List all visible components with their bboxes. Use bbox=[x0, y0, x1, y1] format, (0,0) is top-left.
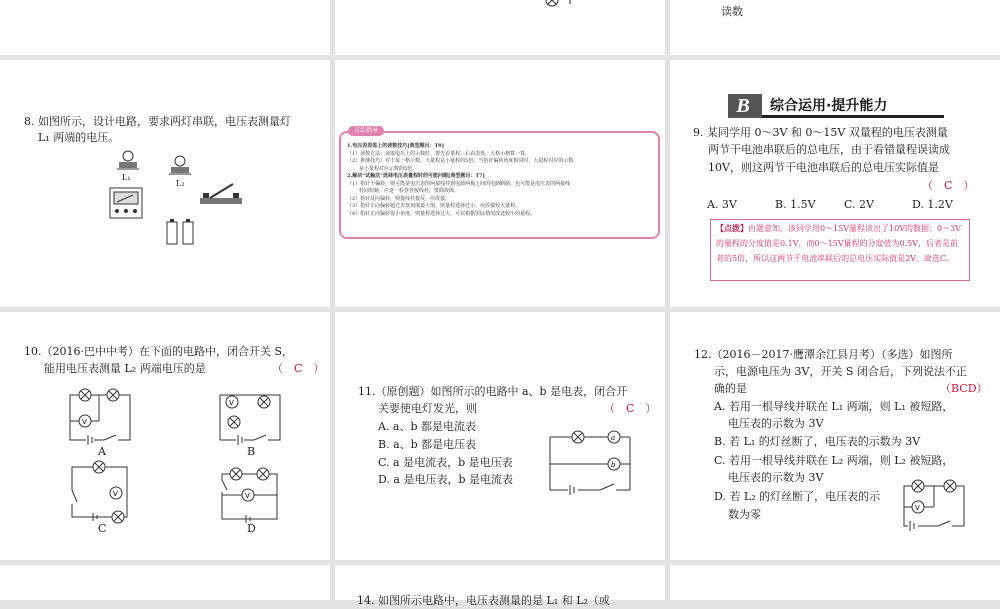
method-line: （2）指针反向偏转，则接线柱接反，应改接。 bbox=[347, 195, 451, 202]
question-9-option-b: B. 1.5V bbox=[775, 198, 816, 211]
question-11-answer: （ C ） bbox=[604, 402, 657, 415]
question-9-answer: （ C ） bbox=[922, 179, 975, 192]
question-12-option-d-cont: 数为零 bbox=[728, 508, 761, 521]
question-11-circuit bbox=[548, 432, 638, 492]
question-12-option-a-cont: 电压表的示数为 3V bbox=[728, 417, 824, 430]
question-12-option-a: A. 若用一根导线并联在 L₁ 两端，则 L₁ 被短路， bbox=[714, 400, 954, 413]
method-line: （1）指针不偏转，则可能是电压表的两接线柱到电源两极之间的电路断路，也可能是电压表的两接线 bbox=[347, 180, 571, 187]
question-11-line2: 关要使电灯发光，则 bbox=[378, 402, 477, 415]
question-12-answer: （BCD） bbox=[940, 382, 988, 395]
method-line: （4）指针正向偏转很小角度，则量程选择过大，可以根据实际情况改选较小的量程。 bbox=[347, 210, 536, 217]
question-14-text: 14. 如图所示电路中，电压表测量的是 L₁ 和 L₂（或 bbox=[357, 594, 610, 607]
lamp-l1-icon bbox=[117, 151, 139, 169]
question-9-line3: 10V，则这两节干电池串联后的总电压实际值是 bbox=[708, 161, 939, 174]
label-l1: L₁ bbox=[122, 173, 131, 182]
section-b-title: 综合运用·提升能力 bbox=[762, 94, 944, 118]
question-9-option-a: A. 3V bbox=[707, 198, 737, 211]
question-8-line1: 8. 如图所示，设计电路，要求两灯串联，电压表测量灯 bbox=[24, 115, 291, 128]
voltmeter-box-icon bbox=[110, 188, 142, 218]
circuit-d-label: D bbox=[247, 522, 256, 535]
panel-bottom-middle bbox=[335, 565, 665, 607]
question-9-option-c: C. 2V bbox=[844, 198, 874, 211]
question-12-option-c-cont: 电压表的示数为 3V bbox=[728, 471, 824, 484]
circuit-c-label: C bbox=[98, 522, 107, 535]
lamp-l2-icon bbox=[169, 156, 191, 174]
section-b-banner bbox=[728, 94, 944, 118]
question-12-line1: 12.（2016－2017·鹰潭余江县月考）（多选）如图所 bbox=[694, 348, 953, 361]
method-line: 1.电压表表盘上的读数技巧[典型题目：T9] bbox=[347, 143, 445, 149]
svg-text:b: b bbox=[611, 461, 616, 469]
question-11-option-a: A. a、b 都是电流表 bbox=[378, 420, 477, 433]
question-12-option-b: B. 若 L₁ 的灯丝断了，电压表的示数为 3V bbox=[714, 435, 921, 448]
question-8-apparatus bbox=[105, 148, 255, 248]
panel-bottom-right bbox=[670, 565, 1000, 600]
question-10-line2: 能用电压表测量 L₂ 两端电压的是 bbox=[44, 362, 206, 375]
method-line: 是小量程对应示数的5倍。 bbox=[359, 165, 418, 172]
question-10-line1: 10.（2016·巴中中考）在下面的电路中，闭合开关 S， bbox=[24, 345, 294, 358]
panel-bottom-left bbox=[0, 565, 330, 600]
question-12-line2: 示，电源电压为 3V，开关 S 闭合后，下列说法不正 bbox=[714, 365, 967, 378]
circuit-c-diagram bbox=[68, 462, 138, 522]
voltmeter-symbol bbox=[545, 0, 605, 10]
knife-switch-icon bbox=[200, 184, 242, 204]
method-line: 柱间短路，应逐一检查各接线柱，排除故障。 bbox=[359, 188, 460, 194]
panel-top-right bbox=[670, 0, 1000, 55]
tip-tag: 【点拨】 bbox=[716, 223, 748, 233]
question-9-option-d: D. 1.2V bbox=[912, 198, 953, 211]
label-l2: L₂ bbox=[176, 179, 185, 188]
circuit-b-label: B bbox=[247, 445, 256, 458]
question-9-line2: 两节干电池串联后的总电压，由于看错量程误读成 bbox=[708, 143, 950, 156]
svg-text:V: V bbox=[82, 418, 87, 426]
svg-text:V: V bbox=[113, 490, 118, 498]
panel-top-middle bbox=[335, 0, 665, 55]
panel-top-left bbox=[0, 0, 330, 55]
question-11-option-c: C. a 是电流表，b 是电压表 bbox=[378, 456, 513, 469]
question-8-line2: L₁ 两端的电压。 bbox=[38, 131, 120, 144]
method-line: （2）推测技巧：对于每一格示数，大量程是小量程的5倍；当指针偏转角度相同时，大量程对应的示数 bbox=[347, 158, 574, 164]
question-11-line1: 11.（原创题）如图所示的电路中 a、b 是电表，闭合开 bbox=[358, 385, 628, 398]
circuit-b-diagram bbox=[218, 385, 288, 445]
svg-text:V: V bbox=[915, 504, 920, 512]
method-line: （1）读数方法：读取电压上的示数时，要先看量程，后看表盘，大格小格算一算。 bbox=[347, 150, 531, 157]
question-9-tip-box bbox=[710, 219, 970, 281]
battery-icon bbox=[167, 219, 193, 244]
section-b-letter: B bbox=[736, 95, 750, 117]
svg-text:a: a bbox=[611, 434, 616, 442]
method-label-badge: 方法指导 bbox=[348, 126, 384, 136]
question-12-option-d: D. 若 L₂ 的灯丝断了，电压表的示 bbox=[714, 490, 881, 503]
method-line: 2.解决“试触法”选择电压表量程时的可能问题[典型题目：T7] bbox=[347, 173, 485, 179]
circuit-a-diagram bbox=[68, 385, 138, 445]
question-9-line1: 9. 某同学用 0～3V 和 0～15V 双量程的电压表测量 bbox=[693, 126, 948, 139]
reading-text: 读数 bbox=[721, 5, 743, 18]
circuit-d-diagram bbox=[218, 462, 288, 522]
question-11-option-b: B. a、b 都是电压表 bbox=[378, 438, 477, 451]
question-12-line3: 确的是 bbox=[714, 382, 747, 395]
method-line: （3）指针正向偏转超过表盘刻度最大值，则量程选择过小，应改接较大量程。 bbox=[347, 203, 521, 209]
method-guidance-box bbox=[339, 131, 660, 239]
question-11-option-d: D. a 是电压表，b 是电流表 bbox=[378, 473, 514, 486]
circuit-a-label: A bbox=[98, 445, 106, 458]
svg-text:V: V bbox=[245, 492, 250, 500]
question-12-option-c: C. 若用一根导线并联在 L₂ 两端，则 L₂ 被短路， bbox=[714, 454, 954, 467]
question-10-answer: （ C ） bbox=[272, 362, 325, 375]
tip-text: 由题意知，该同学用0～15V量程读出了10V的数据；0～3V的量程的分度值是0.1V，而0～15V量程的分度值为0.5V，后者是前者的5倍，所以这两节干电池串联后的总电压实际值是2V。故选C。 bbox=[716, 224, 961, 263]
question-12-circuit bbox=[900, 476, 970, 528]
svg-text:V: V bbox=[229, 399, 234, 407]
